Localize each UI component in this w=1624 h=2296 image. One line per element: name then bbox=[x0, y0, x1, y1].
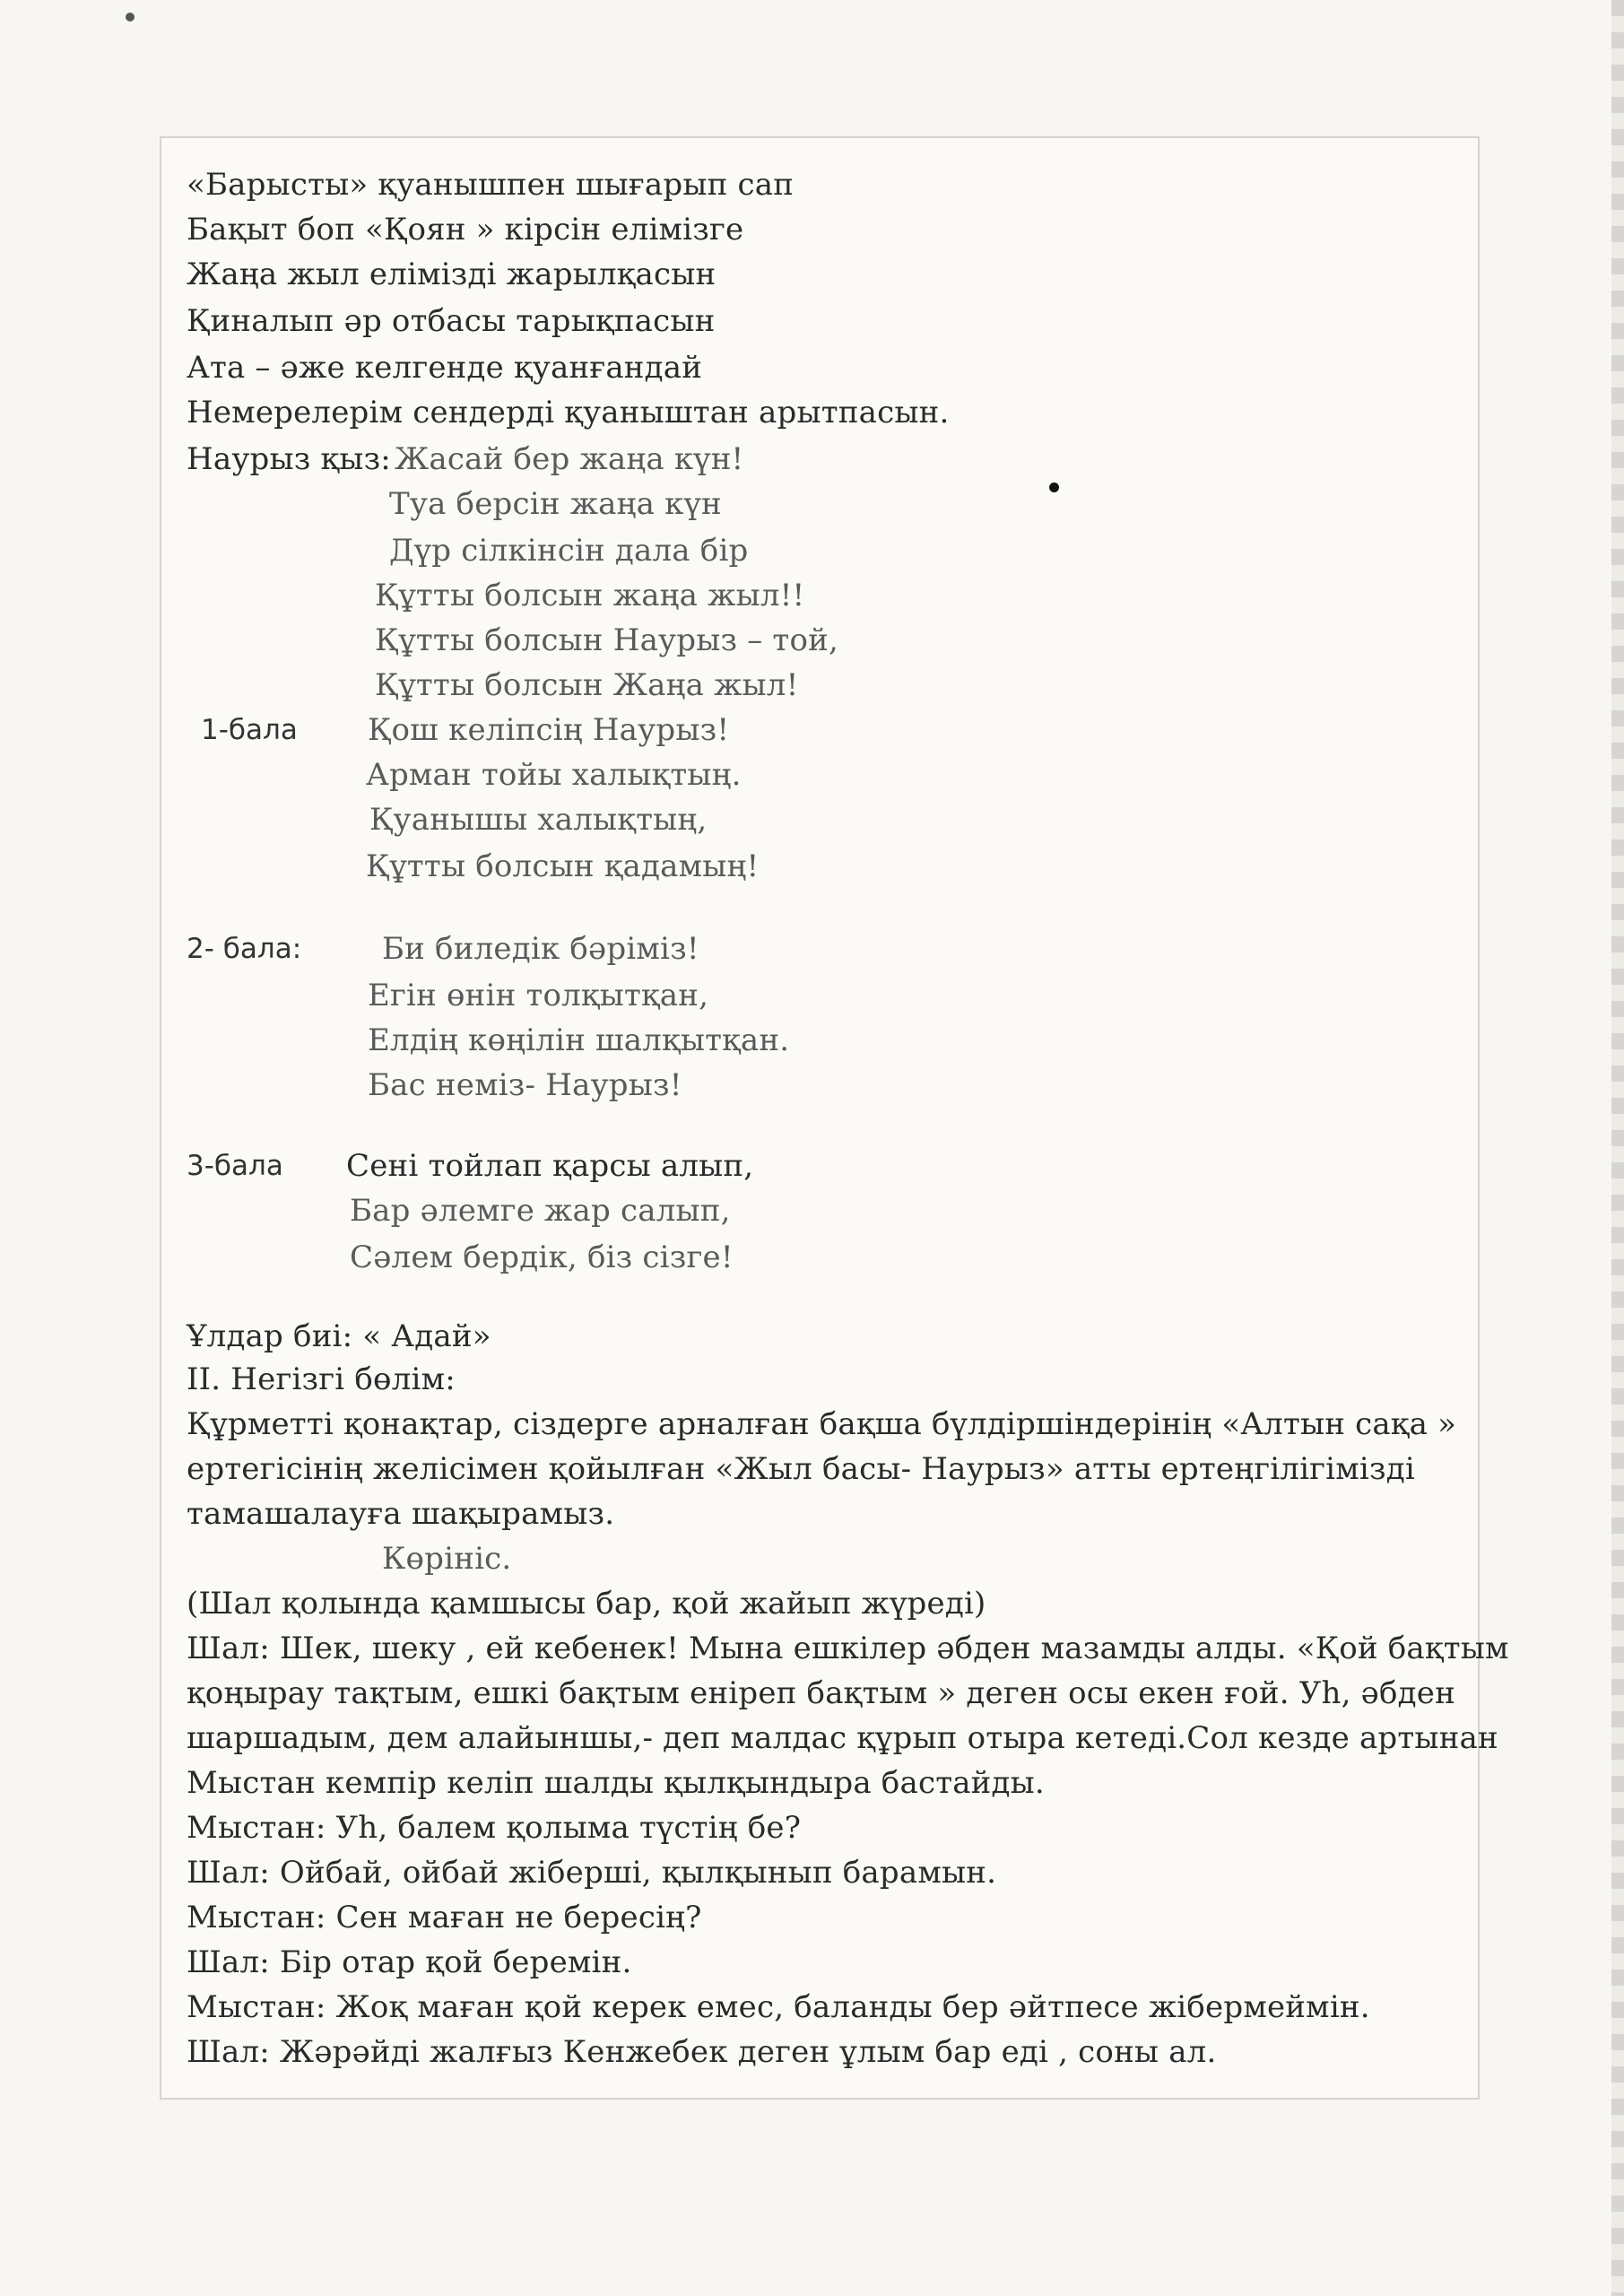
speaker-label: 2- бала: bbox=[187, 933, 302, 965]
section-heading: ІІ. Негізгі бөлім: bbox=[187, 1361, 456, 1397]
dialogue-line: Шал: Жәрәйді жалғыз Кенжебек деген ұлым бар еді , соны ал. bbox=[187, 2034, 1217, 2070]
dialogue-line: Мыстан: Уһ, балем қолыма түстің бе? bbox=[187, 1810, 802, 1846]
verse-line: Бас неміз- Наурыз! bbox=[368, 1067, 682, 1103]
verse-line: Құтты болсын Жаңа жыл! bbox=[375, 667, 799, 703]
speaker-label: 1-бала bbox=[201, 714, 298, 746]
verse-line: Сәлем бердік, біз сізге! bbox=[350, 1239, 734, 1275]
verse-line: Құтты болсын қадамың! bbox=[366, 848, 760, 884]
verse-line: Құтты болсын Наурыз – той, bbox=[375, 622, 838, 658]
verse-line: Қуанышы халықтың, bbox=[369, 802, 708, 838]
verse-line: Бар әлемге жар салып, bbox=[350, 1193, 731, 1229]
dialogue-line: қоңырау тақтым, ешкі бақтым еніреп бақтым » деген осы екен ғой. Уһ, әбден bbox=[187, 1675, 1455, 1711]
paragraph-line: Құрметті қонақтар, сіздерге арналған бақша бүлдіршіндерінің «Алтын сақа » bbox=[187, 1406, 1457, 1442]
dialogue-line: Шал: Ойбай, ойбай жіберші, қылқынып барамын. bbox=[187, 1855, 997, 1891]
verse-line: Қош келіпсің Наурыз! bbox=[368, 712, 730, 748]
dialogue-line: Мыстан: Сен маған не бересің? bbox=[187, 1900, 702, 1935]
dialogue-line: Шал: Бір отар қой беремін. bbox=[187, 1944, 632, 1980]
dialogue-line: Шал: Шек, шеку , ей кебенек! Мына ешкілер әбден мазамды алды. «Қой бақтым bbox=[187, 1631, 1509, 1666]
verse-line: Арман тойы халықтың. bbox=[366, 757, 742, 793]
dialogue-line: Мыстан: Жоқ маған қой керек емес, баланды бер әйтпесе жібермеймін. bbox=[187, 1989, 1370, 2025]
verse-line: Би биледік бәріміз! bbox=[382, 931, 699, 967]
intro-line: «Барысты» қуанышпен шығарып сап bbox=[187, 167, 795, 203]
intro-line: Ата – әже келгенде қуанғандай bbox=[187, 350, 703, 386]
verse-line: Құтты болсын жаңа жыл!! bbox=[375, 578, 805, 613]
intro-line: Бақыт боп «Қоян » кірсін елімізге bbox=[187, 212, 744, 248]
page-frame bbox=[160, 136, 1480, 2100]
scan-speck bbox=[126, 13, 135, 22]
speaker-label: 3-бала bbox=[187, 1150, 283, 1182]
paragraph-line: ертегісінің желісімен қойылған «Жыл басы- Наурыз» атты ертеңгілігімізді bbox=[187, 1451, 1415, 1487]
scene-heading: Көрініс. bbox=[382, 1541, 512, 1577]
paragraph-line: тамашалауға шақырамыз. bbox=[187, 1496, 615, 1532]
intro-line: Жаңа жыл елімізді жарылқасын bbox=[187, 257, 716, 292]
verse-line: Жасай бер жаңа күн! bbox=[395, 441, 744, 477]
dialogue-line: (Шал қолында қамшысы бар, қой жайып жүреді) bbox=[187, 1586, 986, 1622]
verse-line: Туа берсін жаңа күн bbox=[389, 486, 722, 522]
speaker-label: Наурыз қыз: bbox=[187, 441, 391, 477]
dance-title: Ұлдар биі: « Адай» bbox=[187, 1318, 491, 1354]
verse-line: Дүр сілкінсін дала бір bbox=[389, 533, 749, 569]
verse-line: Сені тойлап қарсы алып, bbox=[346, 1148, 754, 1184]
verse-line: Егін өнін толқытқан, bbox=[368, 978, 709, 1013]
intro-line: Немерелерім сендерді қуаныштан арытпасын. bbox=[187, 395, 950, 430]
verse-line: Елдің көңілін шалқытқан. bbox=[368, 1022, 790, 1058]
scan-speck bbox=[1049, 483, 1059, 492]
scan-edge bbox=[1611, 0, 1624, 2296]
intro-line: Қиналып әр отбасы тарықпасын bbox=[187, 303, 716, 339]
dialogue-line: Мыстан кемпір келіп шалды қылқындыра бастайды. bbox=[187, 1765, 1045, 1801]
dialogue-line: шаршадым, дем алайыншы,- деп малдас құрып отыра кетеді.Сол кезде артынан bbox=[187, 1720, 1498, 1756]
